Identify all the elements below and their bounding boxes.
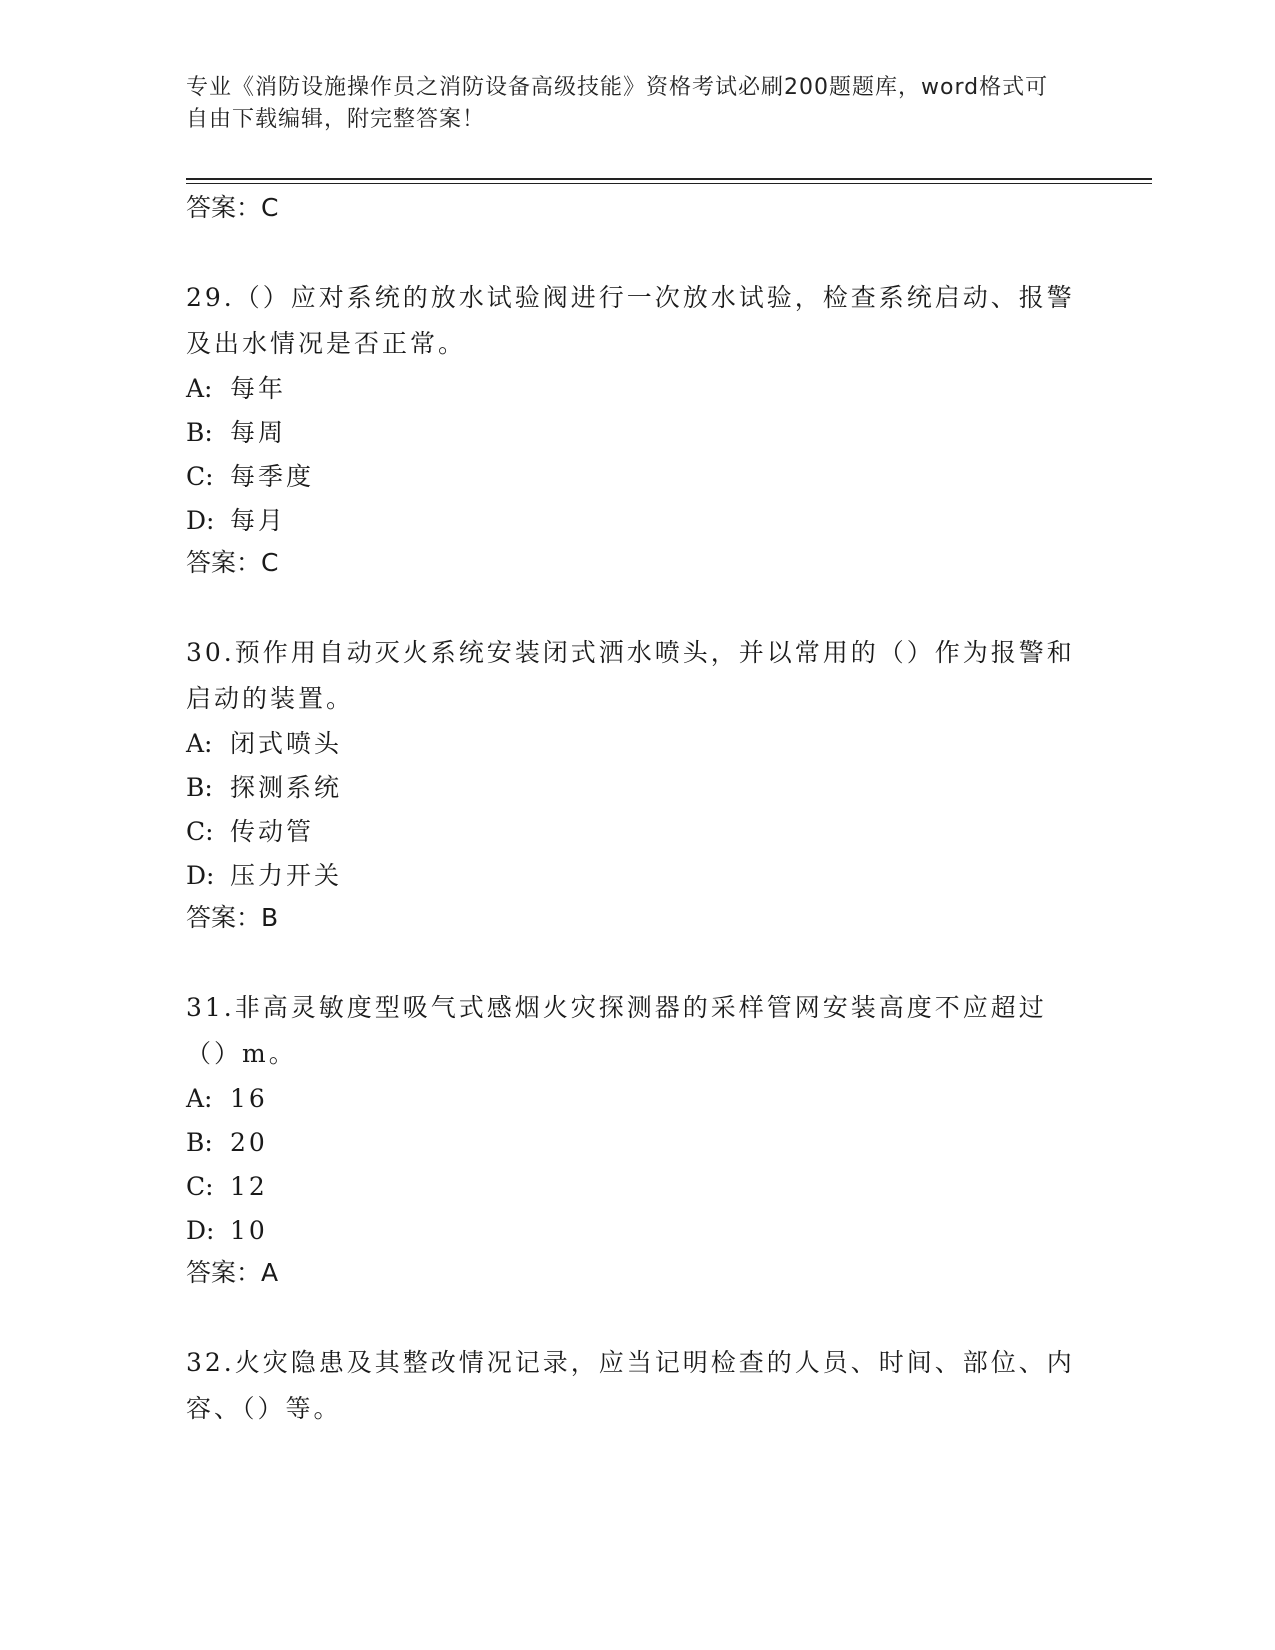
question-31-option-d: [186, 1214, 268, 1248]
option-text: 10: [230, 1216, 268, 1245]
question-31-option-a: [186, 1082, 268, 1116]
option-letter: A:: [186, 374, 213, 403]
question-31-answer: [186, 1257, 278, 1289]
option-text: 传动管: [230, 817, 315, 846]
option-letter: D:: [186, 506, 215, 535]
option-letter: A:: [186, 729, 213, 758]
question-29-text: 29.（）应对系统的放水试验阀进行一次放水试验，检查系统启动、报警及出水情况是否正常。: [186, 283, 1075, 358]
question-32-text: 32.火灾隐患及其整改情况记录，应当记明检查的人员、时间、部位、内容、（）等。: [186, 1348, 1075, 1423]
option-letter: B:: [186, 1128, 213, 1157]
header-rule-thin: [186, 183, 1152, 184]
option-text: 12: [230, 1172, 268, 1201]
option-letter: D:: [186, 1216, 215, 1245]
question-31-option-b: [186, 1126, 268, 1160]
option-text: 闭式喷头: [230, 729, 343, 758]
option-text: 20: [230, 1128, 268, 1157]
question-30-text: 30.预作用自动灭火系统安装闭式洒水喷头，并以常用的（）作为报警和启动的装置。: [186, 638, 1075, 713]
previous-answer: [186, 192, 278, 224]
option-letter: A:: [186, 1084, 213, 1113]
question-30-option-a: [186, 727, 342, 761]
question-29-answer: [186, 547, 278, 579]
question-31-option-c: [186, 1170, 268, 1204]
option-letter: C:: [186, 817, 214, 846]
question-29-option-c: [186, 460, 314, 494]
question-29-option-a: [186, 372, 286, 406]
option-text: 探测系统: [230, 773, 343, 802]
option-text: 16: [230, 1084, 268, 1113]
option-text: 每周: [230, 418, 287, 447]
question-30-option-c: [186, 815, 314, 849]
option-text: 每月: [230, 506, 287, 535]
question-30-answer: [186, 902, 278, 934]
option-letter: C:: [186, 462, 214, 491]
answer-value: A: [261, 1258, 279, 1287]
question-29-option-b: [186, 416, 286, 450]
answer-label: 答案：: [186, 903, 262, 932]
answer-label: 答案：: [186, 193, 262, 222]
document-header: 专业《消防设施操作员之消防设备高级技能》资格考试必刷200题题库，word格式可自由下载编辑，附完整答案！: [186, 75, 1049, 132]
option-text: 每年: [230, 374, 287, 403]
option-letter: D:: [186, 861, 215, 890]
question-30-option-d: [186, 859, 342, 893]
option-letter: C:: [186, 1172, 214, 1201]
answer-label: 答案：: [186, 1258, 262, 1287]
question-29-option-d: [186, 504, 286, 538]
option-text: 每季度: [230, 462, 315, 491]
answer-value: C: [261, 193, 279, 222]
answer-value: C: [261, 548, 279, 577]
option-letter: B:: [186, 418, 213, 447]
header-rule-thick: [186, 178, 1152, 180]
question-31-text: 31.非高灵敏度型吸气式感烟火灾探测器的采样管网安装高度不应超过（）m。: [186, 993, 1047, 1068]
answer-label: 答案：: [186, 548, 262, 577]
option-letter: B:: [186, 773, 213, 802]
answer-value: B: [261, 903, 279, 932]
option-text: 压力开关: [230, 861, 343, 890]
question-30-option-b: [186, 771, 342, 805]
